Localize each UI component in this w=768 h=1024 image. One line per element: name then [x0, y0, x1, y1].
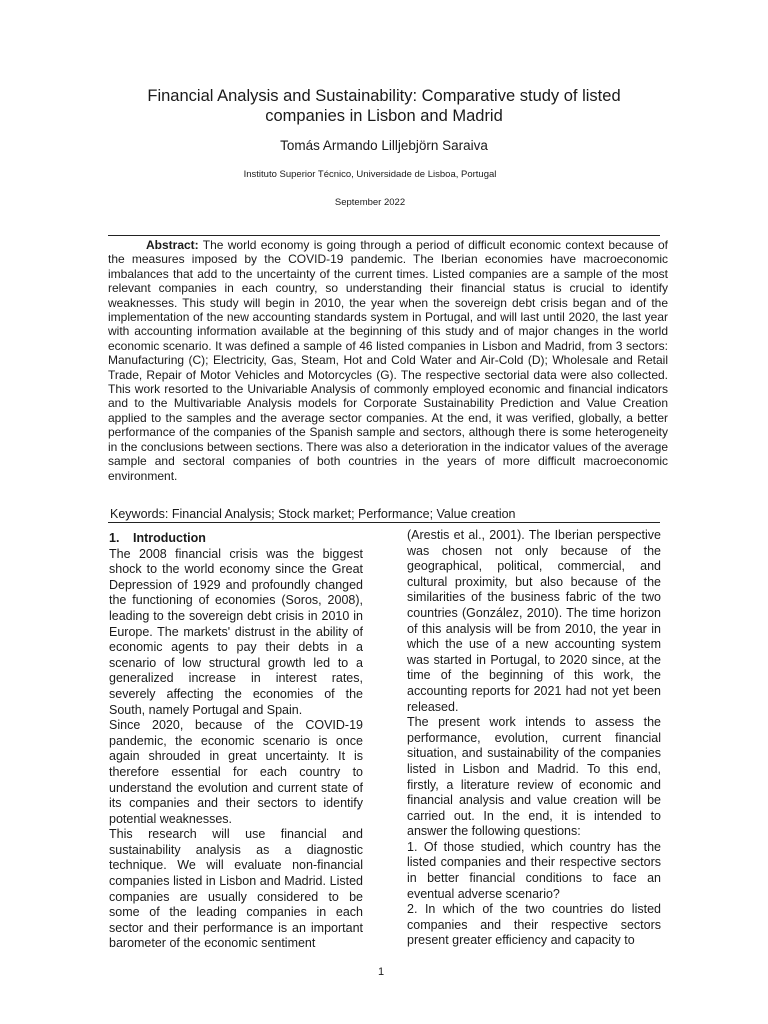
abstract	[108, 238, 668, 483]
question-item: 1. Of those studied, which country has the listed companies and their respective sectors in better financial conditions to face an eventual adverse scenario?	[407, 839, 661, 901]
section-title: Introduction	[133, 531, 206, 545]
right-paragraph: (Arestis et al., 2001). The Iberian perspective was chosen not only because of the geographical, political, commercial, and cultural proximity, but also because of the similarities of the business fabric of the two countries (González, 2010). The time horizon of this analysis will be from 2010, the year in which the use of a new accounting system was started in Portugal, to 2020 since, at the time of the beginning of this work, the accounting reports for 2021 had not yet been released.	[407, 528, 661, 714]
left-paragraph: The 2008 financial crisis was the biggest shock to the world economy since the Great Depression of 1929 and profoundly changed the functioning of economies (Soros, 2008), leading to the sovereign debt crisis in 2010 in Europe. The markets' distrust in the ability of economic agents to pay their debts in a scenario of low structural growth led to a generalized increase in interest rates, severely affecting the economies of the South, namely Portugal and Spain.	[109, 546, 363, 717]
abstract-top-rule	[108, 235, 660, 236]
abstract-label: Abstract:	[146, 238, 199, 252]
right-column	[407, 528, 661, 949]
keywords-rule	[108, 522, 660, 523]
paper-affiliation: Instituto Superior Técnico, Universidade de Lisboa, Portugal	[243, 169, 497, 180]
left-column	[109, 531, 363, 952]
left-paragraph: This research will use financial and sustainability analysis as a diagnostic technique. We will evaluate non-financial companies listed in Lisbon and Madrid. Listed companies are usually considered to be some of the leading companies in each sector and their performance is an important barometer of the economic sentiment	[109, 827, 363, 951]
section-heading	[109, 531, 363, 547]
right-paragraph: The present work intends to assess the performance, evolution, current financial situation, and sustainability of the companies listed in Lisbon and Madrid. To this end, firstly, a literature review of economic and financial analysis and value creation will be carried out. In the end, it is intended to answer the following questions:	[407, 715, 661, 839]
paper-title: Financial Analysis and Sustainability: Comparative study of listed companies in Lisbon and Madrid	[147, 87, 621, 125]
paper-date: September 2022	[334, 197, 406, 208]
abstract-text: The world economy is going through a period of difficult economic context because of the measures imposed by the COVID-19 pandemic. The Iberian economies have macroeconomic imbalances that add to the uncertainty of the current times. Listed companies are a sample of the most relevant companies in each country, so understanding their financial status is crucial to identify weaknesses. This study will begin in 2010, the year when the sovereign debt crisis began and of the implementation of the new accounting standards system in Portugal, and will last until 2020, the last year with accounting information available at the beginning of this study and of major changes in the world economic scenario. It was defined a sample of 46 listed companies in Lisbon and Madrid, from 3 sectors: Manufacturing (C); Electricity, Gas, Steam, Hot and Cold Water and Air-Cold (D); Wholesale and Retail Trade, Repair of Motor Vehicles and Motorcycles (G). The respective sectorial data were also collected. This work resorted to the Univariable Analysis of commonly employed economic and financial indicators and to the Multivariable Analysis models for Corporate Sustainability Prediction and Value Creation applied to the samples and the average sector companies. At the end, it was verified, globally, a better performance of the companies of the Spanish sample and sectors, although there is some heterogeneity in the conclusions between sections. There was also a deterioration in the indicator values of the average sample and sectoral companies of both countries in the years of more difficult macroeconomic environment.	[108, 238, 668, 483]
page-number: 1	[378, 966, 385, 978]
question-item: 2. In which of the two countries do listed companies and their respective sectors present greater efficiency and capacity to	[407, 902, 661, 948]
keywords: Keywords: Financial Analysis; Stock market; Performance; Value creation	[110, 507, 516, 521]
left-paragraph: Since 2020, because of the COVID-19 pandemic, the economic scenario is once again shrouded in great uncertainty. It is therefore essential for each country to understand the evolution and current state of its companies and their sectors to identify potential weaknesses.	[109, 718, 363, 826]
section-number: 1.	[109, 531, 120, 545]
paper-author: Tomás Armando Lilljebjörn Saraiva	[280, 138, 488, 153]
